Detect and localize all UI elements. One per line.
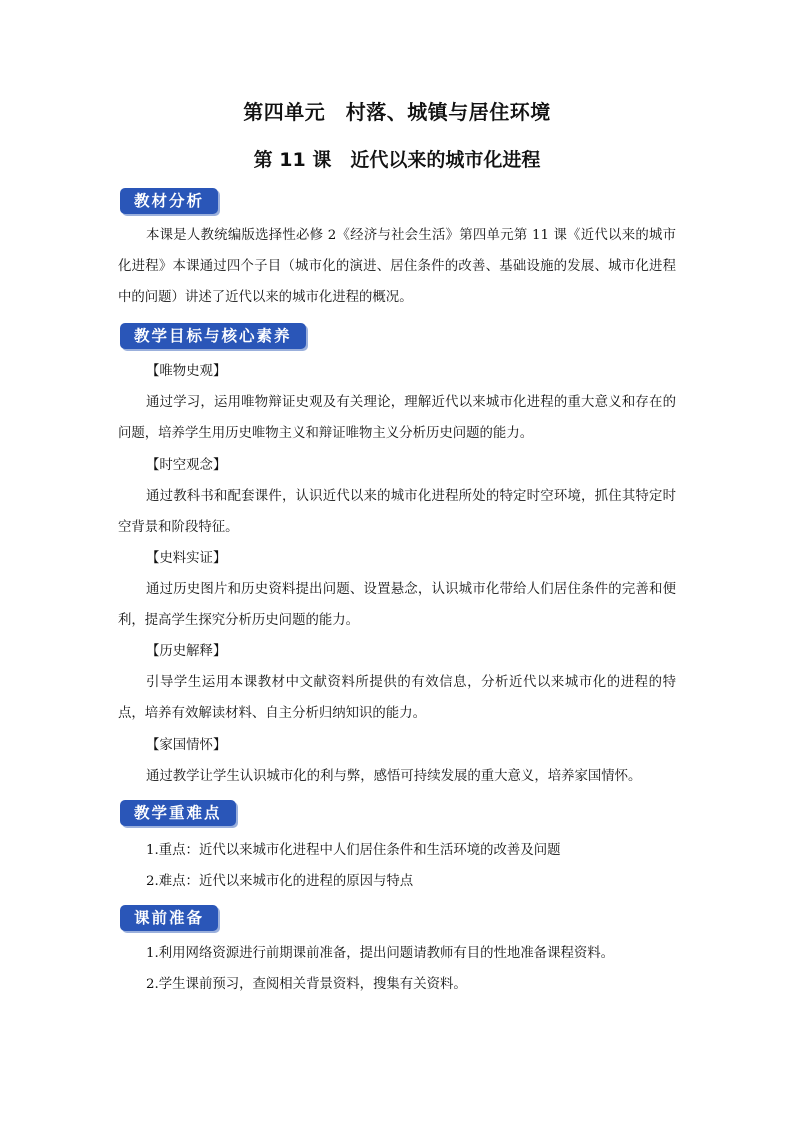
key-point-item: 2.难点：近代以来城市化的进程的原因与特点 <box>146 874 414 889</box>
key-point-item: 1.重点：近代以来城市化进程中人们居住条件和生活环境的改善及问题 <box>146 843 561 858</box>
objective-heading: 【家国情怀】 <box>146 738 227 753</box>
objective-text: 通过教科书和配套课件，认识近代以来的城市化进程所处的特定时空环境，抓住其特定时空背景和阶段特征。 <box>118 489 676 535</box>
analysis-paragraph: 本课是人教统编版选择性必修 2《经济与社会生活》第四单元第 11 课《近代以来的城市化进程》本课通过四个子目（城市化的演进、居住条件的改善、基础设施的发展、城市化进程中的问题）讲述了近代以来的城市化进程的概况。 <box>118 228 676 305</box>
preparation-item: 1.利用网络资源进行前期课前准备，提出问题请教师有目的性地准备课程资料。 <box>146 946 615 961</box>
section-badge-preparation: 课前准备 <box>120 905 218 931</box>
section-badge-key-points: 教学重难点 <box>120 800 236 826</box>
preparation-item: 2.学生课前预习，查阅相关背景资料，搜集有关资料。 <box>146 977 467 992</box>
objective-text: 引导学生运用本课教材中文献资料所提供的有效信息，分析近代以来城市化的进程的特点，培养有效解读材料、自主分析归纳知识的能力。 <box>118 675 676 721</box>
objective-heading: 【时空观念】 <box>146 458 227 473</box>
objective-heading: 【历史解释】 <box>146 644 227 659</box>
unit-title: 第四单元 村落、城镇与居住环境 <box>243 100 551 124</box>
objective-text: 通过学习，运用唯物辩证史观及有关理论，理解近代以来城市化进程的重大意义和存在的问题，培养学生用历史唯物主义和辩证唯物主义分析历史问题的能力。 <box>118 395 676 441</box>
section-badge-analysis: 教材分析 <box>120 188 218 214</box>
objective-heading: 【史料实证】 <box>146 551 227 566</box>
objective-heading: 【唯物史观】 <box>146 364 227 379</box>
lesson-title: 第 11 课 近代以来的城市化进程 <box>253 149 541 171</box>
objective-text: 通过历史图片和历史资料提出问题、设置悬念，认识城市化带给人们居住条件的完善和便利，提高学生探究分析历史问题的能力。 <box>118 582 676 628</box>
objective-text: 通过教学让学生认识城市化的利与弊，感悟可持续发展的重大意义，培养家国情怀。 <box>146 769 642 784</box>
section-badge-objectives: 教学目标与核心素养 <box>120 323 306 349</box>
